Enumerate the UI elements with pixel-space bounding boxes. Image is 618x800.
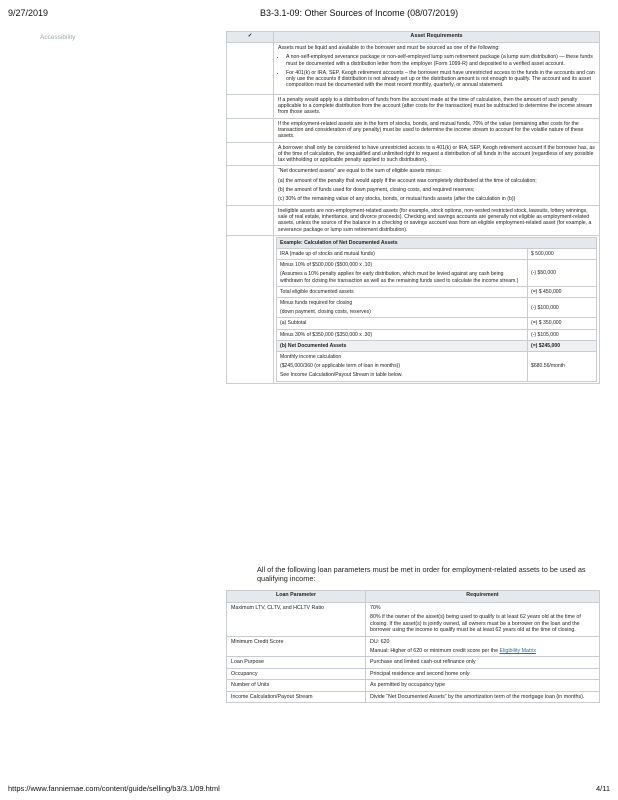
check-cell <box>227 235 274 383</box>
list-item: • For 401(k) or IRA, SEP, Keogh retirement accounts – the borrower must have unrestricted access to the funds in the accounts and can only use the accounts if distribution is not already set up or the distribution amount is not enough to qualify. The account and its asset composition must be documented with the most recent monthly, quarterly, or annual statement. <box>286 70 595 89</box>
loan-parameters-intro: All of the following loan parameters must be met in order for employment-related assets to be used as qualifying income: <box>257 565 586 583</box>
check-cell <box>227 118 274 142</box>
parameter-cell: Occupancy <box>227 668 366 679</box>
table-row <box>277 329 597 340</box>
calc-text: Monthly income calculation <box>280 354 342 361</box>
calc-label: Total eligible documented assets <box>277 286 528 297</box>
calc-text: Minus funds required for closing <box>280 300 353 307</box>
loan-parameter-header: Loan Parameter <box>227 591 366 603</box>
example-heading: Example: Calculation of Net Documented Assets <box>277 237 597 248</box>
calc-amount: (=) $ 450,000 <box>528 286 597 297</box>
calc-text: (Assumes a 10% penalty applies for early distribution, which must be levied against any cash being withdrawn for closing the transaction as well as the remaining funds used to calculate the income stream.) <box>280 271 519 284</box>
table-row <box>277 260 597 287</box>
asset-requirements-table <box>226 31 600 384</box>
table-row <box>227 603 600 637</box>
calc-amount: $ 500,000 <box>528 249 597 260</box>
table-header-row <box>227 32 600 43</box>
requirement-cell <box>274 166 600 205</box>
eligibility-matrix-link[interactable]: Eligibility Matrix <box>499 648 537 655</box>
accessibility-link[interactable]: Accessibility <box>40 34 76 41</box>
table-row <box>277 298 597 318</box>
table-row <box>277 286 597 297</box>
calc-text: Minus 10% of $500,000 ($500,000 x .10) <box>280 262 373 269</box>
calc-text: See Income Calculation/Payout Stream in table below. <box>280 372 403 379</box>
example-heading-row <box>277 237 597 248</box>
parameter-cell: Income Calculation/Payout Stream <box>227 691 366 702</box>
requirement-cell: Principal residence and second home only <box>366 668 600 679</box>
check-cell <box>227 94 274 118</box>
table-row <box>227 205 600 235</box>
calc-amount: (=) $ 350,000 <box>528 318 597 329</box>
page-number: 4/11 <box>595 784 610 793</box>
calc-label <box>277 352 528 382</box>
requirement-text-prefix: Manual: Higher of 620 or minimum credit score per the <box>370 648 500 655</box>
calc-label: (b) Net Documented Assets <box>277 340 528 351</box>
asset-requirements-header: Asset Requirements <box>274 32 600 43</box>
page-url: https://www.fanniemae.com/content/guide/selling/b3/3.1/09.html <box>8 784 220 793</box>
table-row <box>227 94 600 118</box>
requirement-text: (c) 30% of the remaining value of any stocks, bonds, or mutual funds assets (after the calculation in (b)) <box>278 196 516 203</box>
print-date: 9/27/2019 <box>8 8 49 18</box>
check-column-header: ✓ <box>227 32 274 43</box>
check-cell <box>227 205 274 235</box>
list-item: • A non-self-employed severance package or non-self-employed lump sum retirement package (a lump sum distribution) — these funds must be documented with a distribution letter from the employer (Form 1099-R) and deposited to a verified asset account. <box>286 54 595 67</box>
page-title: B3-3.1-09: Other Sources of Income (08/07/2019) <box>260 8 459 18</box>
check-cell <box>227 166 274 205</box>
calc-label: IRA (made up of stocks and mutual funds) <box>277 249 528 260</box>
example-cell <box>274 235 600 383</box>
calc-label <box>277 260 528 287</box>
table-row <box>227 691 600 702</box>
check-cell <box>227 142 274 166</box>
calc-amount: $680.56/month <box>528 352 597 382</box>
table-row <box>277 340 597 351</box>
parameter-cell: Minimum Credit Score <box>227 636 366 657</box>
table-row <box>277 249 597 260</box>
requirement-cell <box>366 636 600 657</box>
example-calculation-table <box>276 237 597 382</box>
loan-parameters-table <box>226 590 600 703</box>
check-cell <box>227 43 274 95</box>
requirement-cell: Purchase and limited cash-out refinance only <box>366 657 600 668</box>
table-row <box>227 636 600 657</box>
table-row <box>277 352 597 382</box>
calc-text: ($245,000/360 (or applicable term of loan in months)) <box>280 363 401 370</box>
table-row <box>227 668 600 679</box>
calc-text: (down payment, closing costs, reserves) <box>280 309 371 316</box>
table-row <box>277 318 597 329</box>
requirement-text: 70% <box>370 605 381 611</box>
requirement-text: DU: 620 <box>370 638 390 645</box>
table-row <box>227 680 600 691</box>
calc-amount: (=) $245,000 <box>528 340 597 351</box>
requirement-text: 80% if the owner of the asset(s) being used to qualify is at least 62 years old at the time of closing. If the asset(s) is jointly owned, all owners must be a borrower on the loan and the borrower using the income to qualify must be at least 62 years old at the time of closing. <box>370 614 581 634</box>
requirement-text <box>370 648 595 654</box>
table-row <box>227 118 600 142</box>
requirement-cell <box>274 43 600 95</box>
requirement-cell: Divide “Net Documented Assets” by the amortization term of the mortgage loan (in months). <box>366 691 600 702</box>
requirement-text: Assets must be liquid and available to the borrower and must be sourced as one of the following: <box>278 45 500 51</box>
requirement-cell: Ineligible assets are non-employment-related assets (for example, stock options, non-vested restricted stock, lawsuits, lottery winnings, sale of real estate, inheritance, and divorce proceeds). Checking and savings accounts are generally not eligible as employment-related assets, unless the source of the balance in a checking or savings account was from an eligible employment-related asset (for example, a severance package or lump sum retirement distribution). <box>274 205 600 235</box>
table-row <box>227 235 600 383</box>
requirement-text: (b) the amount of funds used for down payment, closing costs, and required reserves; <box>278 187 475 194</box>
requirement-cell: If the employment-related assets are in the form of stocks, bonds, and mutual funds, 70% of the value (remaining after costs for the transaction and consideration of any penalty) must be used to determine the income stream to account for the volatile nature of these assets. <box>274 118 600 142</box>
calc-label: (a) Subtotal <box>277 318 528 329</box>
requirement-header: Requirement <box>366 591 600 603</box>
table-header-row <box>227 591 600 603</box>
requirement-cell: As permitted by occupancy type <box>366 680 600 691</box>
requirement-cell: If a penalty would apply to a distribution of funds from the account made at the time of calculation, then the amount of such penalty applicable to a complete distribution from the account (after costs for the transaction) must be subtracted to determine the income stream from those assets. <box>274 94 600 118</box>
table-row <box>227 166 600 205</box>
parameter-cell: Number of Units <box>227 680 366 691</box>
requirement-text: (a) the amount of the penalty that would apply if the account was completely distributed at the time of calculation; <box>278 177 537 184</box>
source-list <box>278 54 595 88</box>
calc-amount: (-) $50,000 <box>528 260 597 287</box>
parameter-cell: Loan Purpose <box>227 657 366 668</box>
table-row <box>227 142 600 166</box>
table-row <box>227 657 600 668</box>
table-row <box>227 43 600 95</box>
parameter-cell: Maximum LTV, CLTV, and HCLTV Ratio <box>227 603 366 637</box>
requirement-text: “Net documented assets” are equal to the sum of eligible assets minus: <box>278 168 442 175</box>
calc-label: Minus 30% of $350,000 ($350,000 x .30) <box>277 329 528 340</box>
requirement-cell <box>366 603 600 637</box>
calc-amount: (-) $100,000 <box>528 298 597 318</box>
requirement-cell: A borrower shall only be considered to have unrestricted access to a 401(k) or IRA, SEP, Keogh retirement account if the borrower has, as of the time of calculation, the unqualified and unlimited right to request a distribution of all funds in the account (regardless of any possible tax withholding or applicable penalty applied to such distribution). <box>274 142 600 166</box>
calc-amount: (-) $105,000 <box>528 329 597 340</box>
calc-label <box>277 298 528 318</box>
